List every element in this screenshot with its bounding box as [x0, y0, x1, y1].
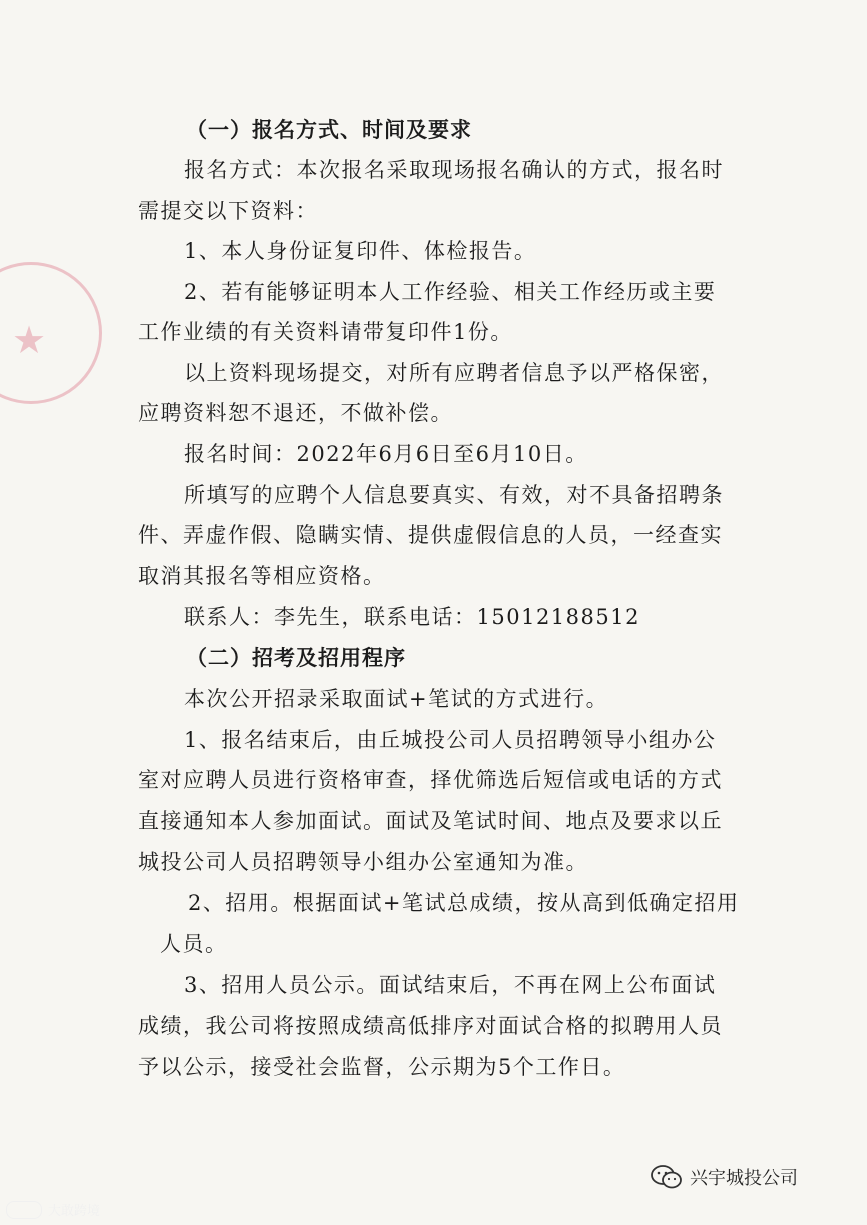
body-line: 工作业绩的有关资料请带复印件1份。 [138, 320, 513, 344]
body-line: 件、弄虚作假、隐瞒实情、提供虚假信息的人员，一经查实 [138, 523, 723, 547]
contact-line: 联系人：李先生，联系电话：15012188512 [184, 605, 640, 629]
badge-icon [6, 1201, 42, 1219]
body-line: 室对应聘人员进行资格审查，择优筛选后短信或电话的方式 [138, 768, 723, 792]
body-line: 成绩，我公司将按照成绩高低排序对面试合格的拟聘用人员 [138, 1014, 723, 1038]
body-line: 报名时间：2022年6月6日至6月10日。 [184, 442, 588, 466]
body-line: 2、招用。根据面试+笔试总成绩，按从高到低确定招用 [188, 891, 740, 915]
footer-watermark-text: 大敢跨境 [48, 1204, 101, 1219]
body-line: 需提交以下资料： [138, 199, 318, 223]
wechat-icon [650, 1164, 684, 1190]
body-line: 城投公司人员招聘领导小组办公室通知为准。 [138, 850, 588, 874]
body-line: 2、若有能够证明本人工作经验、相关工作经历或主要 [184, 280, 717, 304]
watermark-text: 兴宇城投公司 [690, 1168, 798, 1189]
body-line: 所填写的应聘个人信息要真实、有效，对不具备招聘条 [184, 483, 724, 507]
body-line: 应聘资料恕不退还，不做补偿。 [138, 401, 453, 425]
body-line: 人员。 [160, 932, 228, 956]
body-line: 本次公开招录采取面试+笔试的方式进行。 [184, 687, 609, 711]
body-line: 直接通知本人参加面试。面试及笔试时间、地点及要求以丘 [138, 809, 723, 833]
body-line: 1、本人身份证复印件、体检报告。 [184, 239, 537, 263]
body-line: 报名方式：本次报名采取现场报名确认的方式，报名时 [184, 158, 724, 182]
wechat-account-watermark [650, 1164, 798, 1190]
seal-star-icon: ★ [12, 318, 47, 362]
section-heading-1: （一）报名方式、时间及要求 [186, 117, 472, 142]
section-heading-2: （二）招考及招用程序 [186, 645, 406, 670]
body-line: 1、报名结束后，由丘城投公司人员招聘领导小组办公 [184, 728, 717, 752]
body-line: 予以公示，接受社会监督，公示期为5个工作日。 [138, 1055, 626, 1079]
body-line: 3、招用人员公示。面试结束后，不再在网上公布面试 [184, 973, 717, 997]
footer-watermark [6, 1200, 100, 1219]
body-line: 以上资料现场提交，对所有应聘者信息予以严格保密， [184, 361, 724, 385]
body-line: 取消其报名等相应资格。 [138, 564, 386, 588]
